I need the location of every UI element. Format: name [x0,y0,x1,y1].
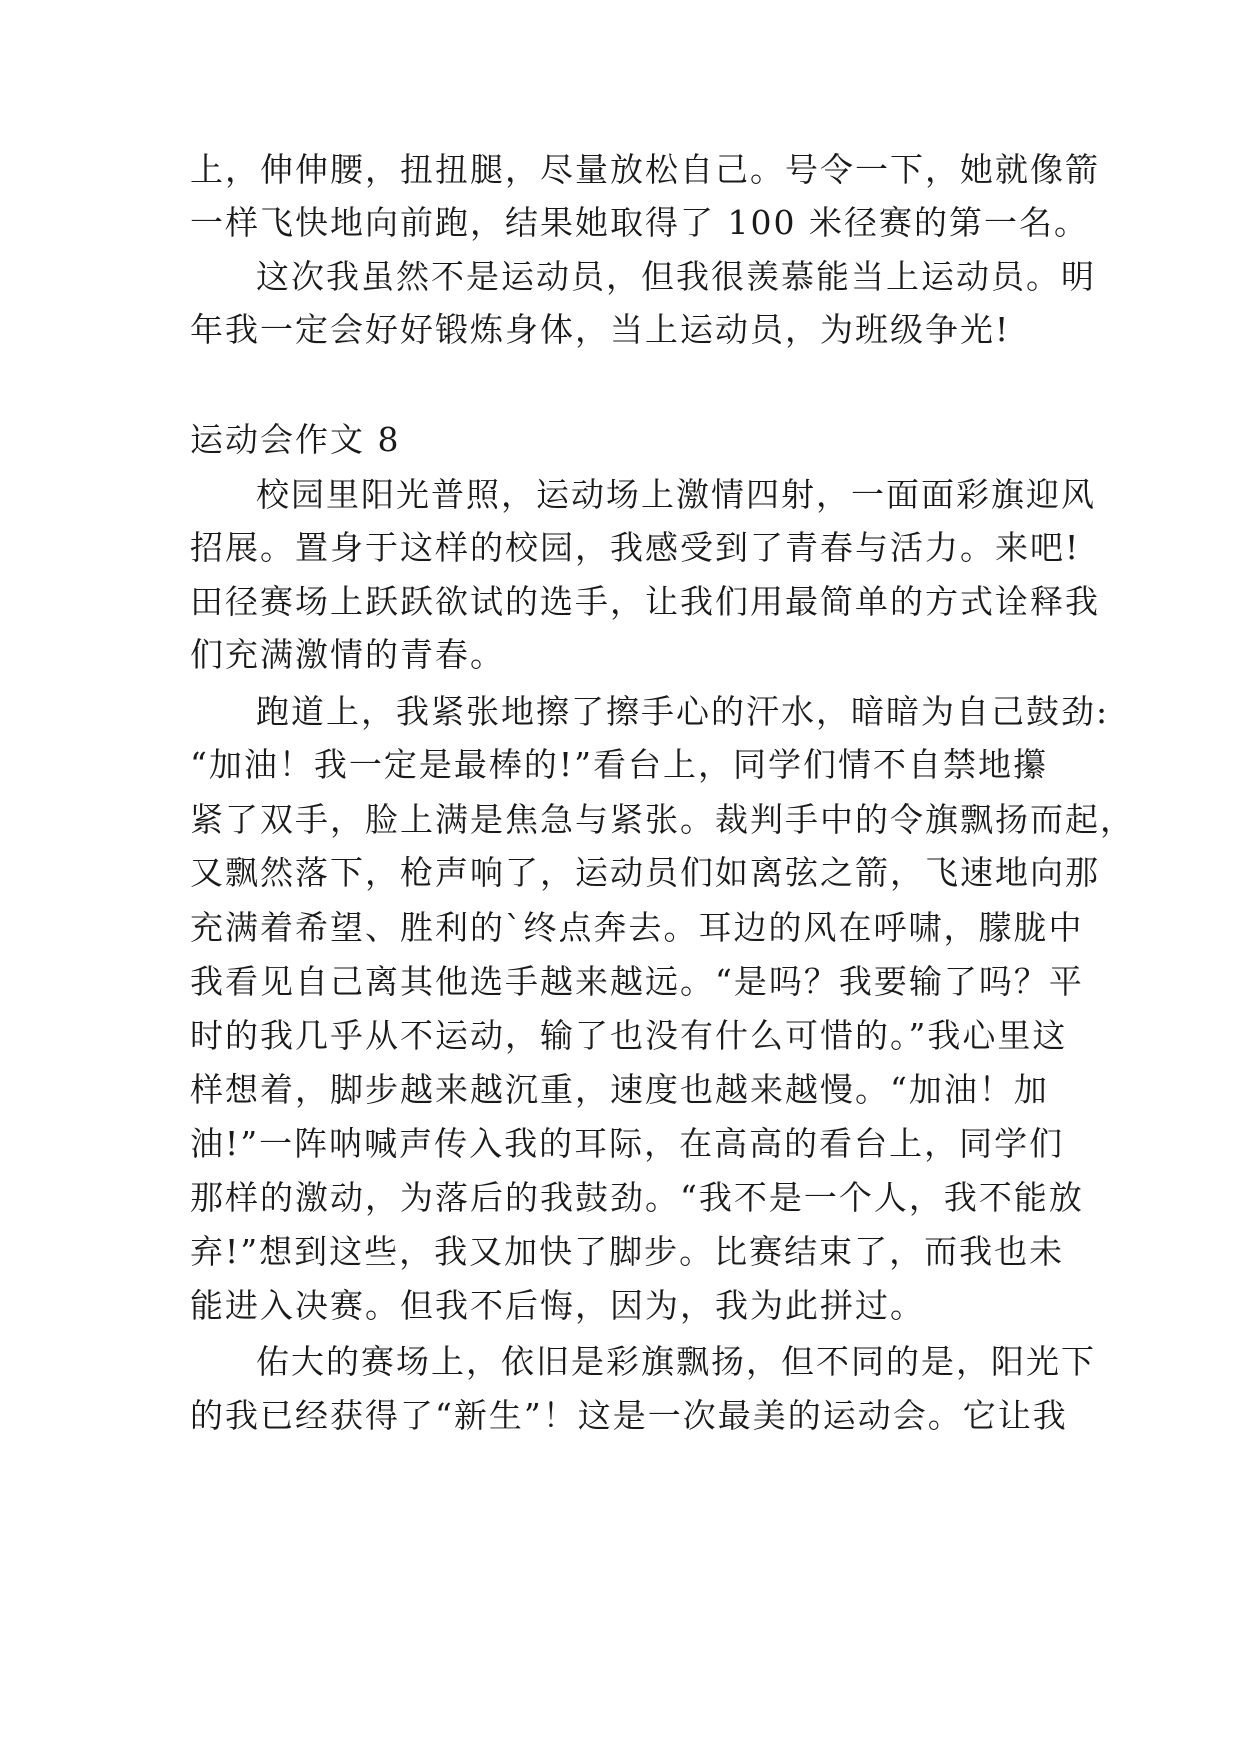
text-line: 佑大的赛场上，依旧是彩旗飘扬，但不同的是，阳光下 [256,1342,1096,1381]
text-line: 的我已经获得了“新生”！这是一次最美的运动会。它让我 [190,1396,1068,1435]
text-line: 校园里阳光普照，运动场上激情四射，一面面彩旗迎风 [256,475,1096,514]
text-line: 年我一定会好好锻炼身体，当上运动员，为班级争光! [190,310,1011,349]
text-line: 一样飞快地向前跑，结果她取得了 100 米径赛的第一名。 [190,203,1089,242]
text-line: 充满着希望、胜利的`终点奔去。耳边的风在呼啸，朦胧中 [190,908,1084,947]
text-line: 跑道上，我紧张地擦了擦手心的汗水，暗暗为自己鼓劲: [256,692,1110,731]
text-line: 样想着，脚步越来越沉重，速度也越来越慢。“加油！加 [190,1070,1049,1109]
text-line: 油!”一阵呐喊声传入我的耳际，在高高的看台上，同学们 [190,1124,1065,1163]
text-line: 紧了双手，脸上满是焦急与紧张。裁判手中的令旗飘扬而起， [190,800,1135,839]
text-line: 们充满激情的青春。 [190,635,505,674]
text-line: 能进入决赛。但我不后悔，因为，我为此拼过。 [190,1286,925,1325]
text-line: “加油！我一定是最棒的!”看台上，同学们情不自禁地攥 [190,745,1049,784]
text-line: 那样的激动，为落后的我鼓劲。“我不是一个人，我不能放 [190,1178,1084,1217]
text-line: 时的我几乎从不运动，输了也没有什么可惜的。”我心里这 [190,1016,1068,1055]
text-line: 我看见自己离其他选手越来越远。“是吗？我要输了吗？平 [190,962,1084,1001]
text-line: 招展。置身于这样的校园，我感受到了青春与活力。来吧! [190,528,1081,567]
text-line: 上，伸伸腰，扭扭腿，尽量放松自己。号令一下，她就像箭 [190,150,1100,189]
text-line: 又飘然落下，枪声响了，运动员们如离弦之箭，飞速地向那 [190,853,1100,892]
text-line: 田径赛场上跃跃欲试的选手，让我们用最简单的方式诠释我 [190,582,1100,621]
text-line: 这次我虽然不是运动员，但我很羡慕能当上运动员。明 [256,257,1096,296]
section-title: 运动会作文 8 [190,420,401,459]
text-line: 弃!”想到这些，我又加快了脚步。比赛结束了，而我也未 [190,1232,1065,1271]
